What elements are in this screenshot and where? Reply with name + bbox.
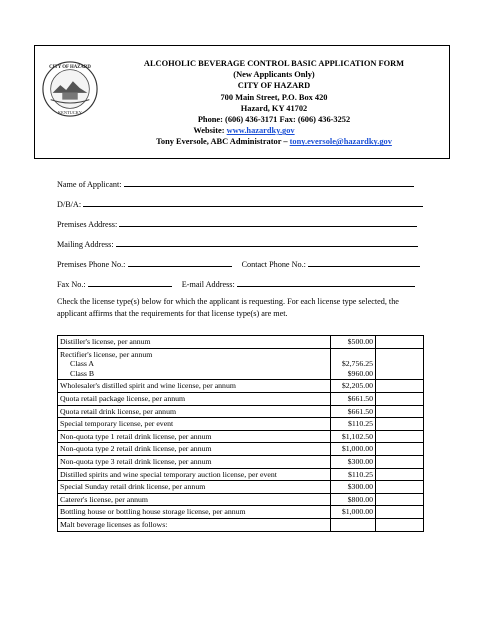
license-checkbox-cell[interactable] [376, 405, 424, 418]
license-row [58, 392, 424, 405]
license-name-text: Special Sunday retail drink license, per annum [60, 482, 206, 492]
website-line [99, 125, 449, 136]
license-class-fee: $2,756.25 [341, 359, 373, 369]
license-name [58, 455, 331, 468]
premises-address-row [57, 218, 417, 230]
license-fee: $661.50 [331, 392, 376, 405]
license-name-text: Non-quota type 1 retail drink license, per annum [60, 431, 212, 441]
license-name [58, 493, 331, 506]
license-name [58, 518, 331, 531]
license-fee: $1,000.00 [331, 506, 376, 519]
license-name [58, 348, 331, 380]
license-row [58, 518, 424, 531]
license-class-fee: $960.00 [347, 368, 373, 378]
license-name [58, 481, 331, 494]
form-subtitle: (New Applicants Only) [233, 70, 315, 80]
license-row [58, 430, 424, 443]
applicant-name-row [57, 178, 414, 190]
license-fee: $2,205.00 [331, 380, 376, 393]
instructions-text: Check the license type(s) below for which the applicant is requesting. For each license type selected, the applicant affirms that the requirements for that license type(s) are met. [57, 297, 399, 318]
license-name-text: Wholesaler's distilled spirit and wine license, per annum [60, 381, 236, 391]
license-name [58, 430, 331, 443]
license-row [58, 481, 424, 494]
mailing-address-field[interactable] [116, 238, 418, 247]
premises-address-field[interactable] [119, 218, 417, 227]
license-name [58, 443, 331, 456]
license-fee: $300.00 [331, 481, 376, 494]
license-row [58, 380, 424, 393]
license-class-name: Class A [70, 359, 95, 369]
website-link[interactable]: www.hazardky.gov [226, 126, 295, 136]
email-field[interactable] [237, 278, 415, 287]
license-checkbox-cell[interactable] [376, 518, 424, 531]
license-checkbox-cell[interactable] [376, 481, 424, 494]
dba-row [57, 198, 423, 210]
license-table [57, 335, 424, 532]
license-checkbox-cell[interactable] [376, 418, 424, 431]
website-label: Website: [193, 126, 227, 136]
license-checkbox-cell[interactable] [376, 468, 424, 481]
svg-text:CITY OF HAZARD: CITY OF HAZARD [49, 65, 91, 71]
license-checkbox-cell[interactable] [376, 380, 424, 393]
license-checkbox-cell[interactable] [376, 392, 424, 405]
license-name [58, 405, 331, 418]
email-label: E-mail Address: [181, 280, 235, 289]
license-name [58, 392, 331, 405]
license-name-text: Non-quota type 3 retail drink license, per annum [60, 456, 212, 466]
license-row [58, 418, 424, 431]
mailing-address-row [57, 238, 418, 250]
phone-fax: Phone: (606) 436-3171 Fax: (606) 436-3252 [197, 115, 351, 125]
license-fee: $110.25 [331, 468, 376, 481]
license-row [58, 348, 424, 380]
license-fee: $1,000.00 [331, 443, 376, 456]
license-name-text: Caterer's license, per annum [60, 494, 149, 504]
dba-field[interactable] [83, 198, 423, 207]
header-text [99, 58, 449, 148]
mailing-address-label: Mailing Address: [57, 240, 114, 249]
license-name [58, 336, 331, 349]
svg-text:KENTUCKY: KENTUCKY [58, 110, 82, 116]
license-fee [331, 348, 376, 380]
license-checkbox-cell[interactable] [376, 348, 424, 380]
license-checkbox-cell[interactable] [376, 336, 424, 349]
license-row [58, 493, 424, 506]
license-name-text: Special temporary license, per event [60, 419, 174, 429]
license-fee: $800.00 [331, 493, 376, 506]
license-row [58, 443, 424, 456]
form-title: ALCOHOLIC BEVERAGE CONTROL BASIC APPLICATION FORM [143, 59, 405, 68]
license-class-name: Class B [70, 368, 95, 378]
license-name [58, 468, 331, 481]
license-name [58, 380, 331, 393]
license-fee: $661.50 [331, 405, 376, 418]
license-name [58, 506, 331, 519]
address-line-1: 700 Main Street, P.O. Box 420 [220, 92, 328, 102]
premises-phone-label: Premises Phone No.: [57, 260, 126, 269]
premises-phone-field[interactable] [128, 258, 232, 267]
header-box [34, 45, 450, 159]
license-checkbox-cell[interactable] [376, 443, 424, 456]
license-name-text: Distilled spirits and wine special temporary auction license, per event [60, 469, 277, 479]
admin-label: Tony Eversole, ABC Administrator – [156, 137, 290, 147]
license-fee: $300.00 [331, 455, 376, 468]
license-fee: $110.25 [331, 418, 376, 431]
premises-address-label: Premises Address: [57, 220, 118, 229]
license-row [58, 455, 424, 468]
license-name-text: Distiller's license, per annum [60, 337, 151, 346]
license-row [58, 336, 424, 349]
admin-email-link[interactable]: tony.eversole@hazardky.gov [289, 137, 392, 147]
license-name-text: Malt beverage licenses as follows: [60, 519, 168, 529]
city-name: CITY OF HAZARD [237, 81, 311, 91]
applicant-name-label: Name of Applicant: [57, 180, 122, 189]
license-row [58, 506, 424, 519]
city-seal-logo [41, 60, 99, 118]
license-fee: $500.00 [331, 336, 376, 349]
dba-label: D/B/A: [57, 200, 82, 209]
fax-email-row [57, 278, 415, 290]
license-checkbox-cell[interactable] [376, 430, 424, 443]
phone-row [57, 258, 420, 270]
license-checkbox-cell[interactable] [376, 493, 424, 506]
applicant-name-field[interactable] [124, 178, 414, 187]
license-name-text: Non-quota type 2 retail drink license, per annum [60, 444, 212, 454]
license-fee [331, 518, 376, 531]
address-line-2: Hazard, KY 41702 [240, 103, 308, 113]
license-row [58, 405, 424, 418]
fax-field[interactable] [88, 278, 172, 287]
contact-phone-field[interactable] [308, 258, 420, 267]
license-name-text: Quota retail drink license, per annum [60, 406, 177, 416]
license-row [58, 468, 424, 481]
fax-label: Fax No.: [57, 280, 86, 289]
license-name-text: Bottling house or bottling house storage license, per annum [60, 507, 246, 517]
license-checkbox-cell[interactable] [376, 455, 424, 468]
license-name [58, 418, 331, 431]
license-checkbox-cell[interactable] [376, 506, 424, 519]
license-name-text: Quota retail package license, per annum [60, 393, 186, 403]
license-name-text: Rectifier's license, per annum [60, 349, 153, 359]
contact-phone-label: Contact Phone No.: [241, 260, 306, 269]
admin-line [99, 136, 449, 147]
license-fee: $1,102.50 [331, 430, 376, 443]
